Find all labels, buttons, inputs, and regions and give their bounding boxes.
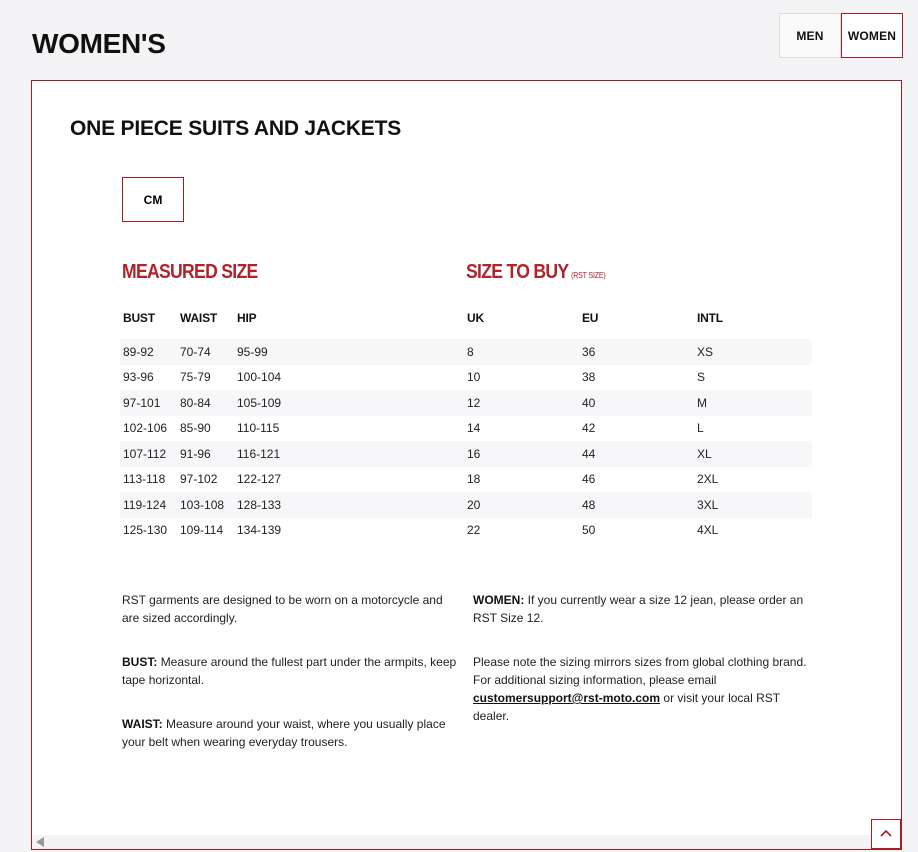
cell-uk: 16 xyxy=(467,446,481,461)
page-title: WOMEN'S xyxy=(32,28,166,59)
col-intl: INTL xyxy=(697,311,723,325)
global-note-text: Please note the sizing mirrors sizes from global clothing brand. For additional sizing information, please email xyxy=(473,655,807,687)
women-note-text: If you currently wear a size 12 jean, please order an RST Size 12. xyxy=(473,593,804,625)
women-button[interactable]: WOMEN xyxy=(841,13,903,58)
cell-eu: 38 xyxy=(582,370,596,385)
cell-uk: 14 xyxy=(467,421,481,436)
col-eu: EU xyxy=(582,311,599,325)
cell-intl: XS xyxy=(697,344,714,359)
measured-size-heading: MEASURED SIZE xyxy=(122,261,258,283)
men-button[interactable]: MEN xyxy=(779,13,841,58)
cell-intl: M xyxy=(697,395,707,410)
support-email-link[interactable]: customersupport@rst-moto.com xyxy=(473,691,661,705)
cell-uk: 12 xyxy=(467,395,481,410)
cell-bust: 97-101 xyxy=(123,395,161,410)
size-to-buy-heading xyxy=(466,261,606,284)
cell-bust: 89-92 xyxy=(123,344,154,359)
table-row xyxy=(120,467,812,493)
cell-waist: 109-114 xyxy=(180,523,224,538)
cell-uk: 10 xyxy=(467,370,481,385)
cell-bust: 119-124 xyxy=(123,497,167,512)
cell-eu: 44 xyxy=(582,446,596,461)
notes-left xyxy=(122,591,462,777)
cell-eu: 42 xyxy=(582,421,596,436)
cell-bust: 93-96 xyxy=(123,370,154,385)
cell-hip: 116-121 xyxy=(237,446,281,461)
waist-note xyxy=(122,715,462,751)
cell-waist: 91-96 xyxy=(180,446,211,461)
cell-bust: 102-106 xyxy=(123,421,168,436)
table-row xyxy=(120,390,812,416)
size-to-buy-label: SIZE TO BUY xyxy=(466,261,569,283)
cell-eu: 36 xyxy=(582,344,596,359)
global-note xyxy=(473,653,818,725)
cell-bust: 125-130 xyxy=(123,523,168,538)
cell-intl: L xyxy=(697,421,704,436)
section-title: ONE PIECE SUITS AND JACKETS xyxy=(70,117,402,140)
cell-uk: 8 xyxy=(467,344,474,359)
intro-note: RST garments are designed to be worn on a motorcycle and are sized accordingly. xyxy=(122,593,443,625)
waist-note-text: Measure around your waist, where you usually place your belt when wearing everyday trousers. xyxy=(122,717,446,749)
cell-eu: 40 xyxy=(582,395,596,410)
cell-bust: 107-112 xyxy=(123,446,167,461)
cell-eu: 48 xyxy=(582,497,596,512)
global-note-tail: or visit your local RST dealer. xyxy=(473,691,780,723)
cell-hip: 128-133 xyxy=(237,497,282,512)
cell-waist: 70-74 xyxy=(180,344,211,359)
col-uk: UK xyxy=(467,311,484,325)
cell-hip: 110-115 xyxy=(237,421,280,436)
table-row xyxy=(120,518,812,544)
chevron-up-icon xyxy=(879,827,893,841)
cell-waist: 85-90 xyxy=(180,421,211,436)
table-row xyxy=(120,365,812,391)
scroll-to-top-button[interactable] xyxy=(871,819,901,849)
table-row xyxy=(120,416,812,442)
size-guide-panel xyxy=(31,80,902,850)
cell-waist: 80-84 xyxy=(180,395,211,410)
cell-eu: 46 xyxy=(582,472,596,487)
cell-intl: S xyxy=(697,370,706,385)
cell-waist: 75-79 xyxy=(180,370,211,385)
women-note-label: WOMEN: xyxy=(473,593,525,607)
cell-hip: 95-99 xyxy=(237,344,268,359)
cell-waist: 97-102 xyxy=(180,472,218,487)
cell-intl: 4XL xyxy=(697,523,719,538)
cell-bust: 113-118 xyxy=(123,472,166,487)
horizontal-scrollbar[interactable] xyxy=(32,835,902,849)
bust-note-text: Measure around the fullest part under the armpits, keep tape horizontal. xyxy=(122,655,457,687)
table-row xyxy=(120,339,812,365)
cell-hip: 105-109 xyxy=(237,395,282,410)
rst-size-note: (RST SIZE) xyxy=(571,271,606,280)
bust-note-label: BUST: xyxy=(122,655,158,669)
cell-uk: 22 xyxy=(467,523,481,538)
col-bust: BUST xyxy=(123,311,155,325)
col-hip: HIP xyxy=(237,311,257,325)
cell-hip: 122-127 xyxy=(237,472,282,487)
table-row xyxy=(120,492,812,518)
waist-note-label: WAIST: xyxy=(122,717,163,731)
cell-intl: 3XL xyxy=(697,497,719,512)
unit-cm-button[interactable]: CM xyxy=(122,177,184,222)
table-body xyxy=(120,339,812,543)
women-note xyxy=(473,591,818,627)
notes-right xyxy=(473,591,818,751)
table-row xyxy=(120,441,812,467)
cell-eu: 50 xyxy=(582,523,596,538)
cell-hip: 134-139 xyxy=(237,523,282,538)
col-waist: WAIST xyxy=(180,311,217,325)
gender-toggle xyxy=(779,13,903,58)
bust-note xyxy=(122,653,462,689)
cell-intl: 2XL xyxy=(697,472,719,487)
cell-uk: 20 xyxy=(467,497,481,512)
table-header-row xyxy=(120,305,812,339)
cell-uk: 18 xyxy=(467,472,481,487)
cell-intl: XL xyxy=(697,446,712,461)
cell-waist: 103-108 xyxy=(180,497,225,512)
size-table xyxy=(120,305,812,543)
arrow-left-icon[interactable] xyxy=(36,837,44,847)
cell-hip: 100-104 xyxy=(237,370,282,385)
